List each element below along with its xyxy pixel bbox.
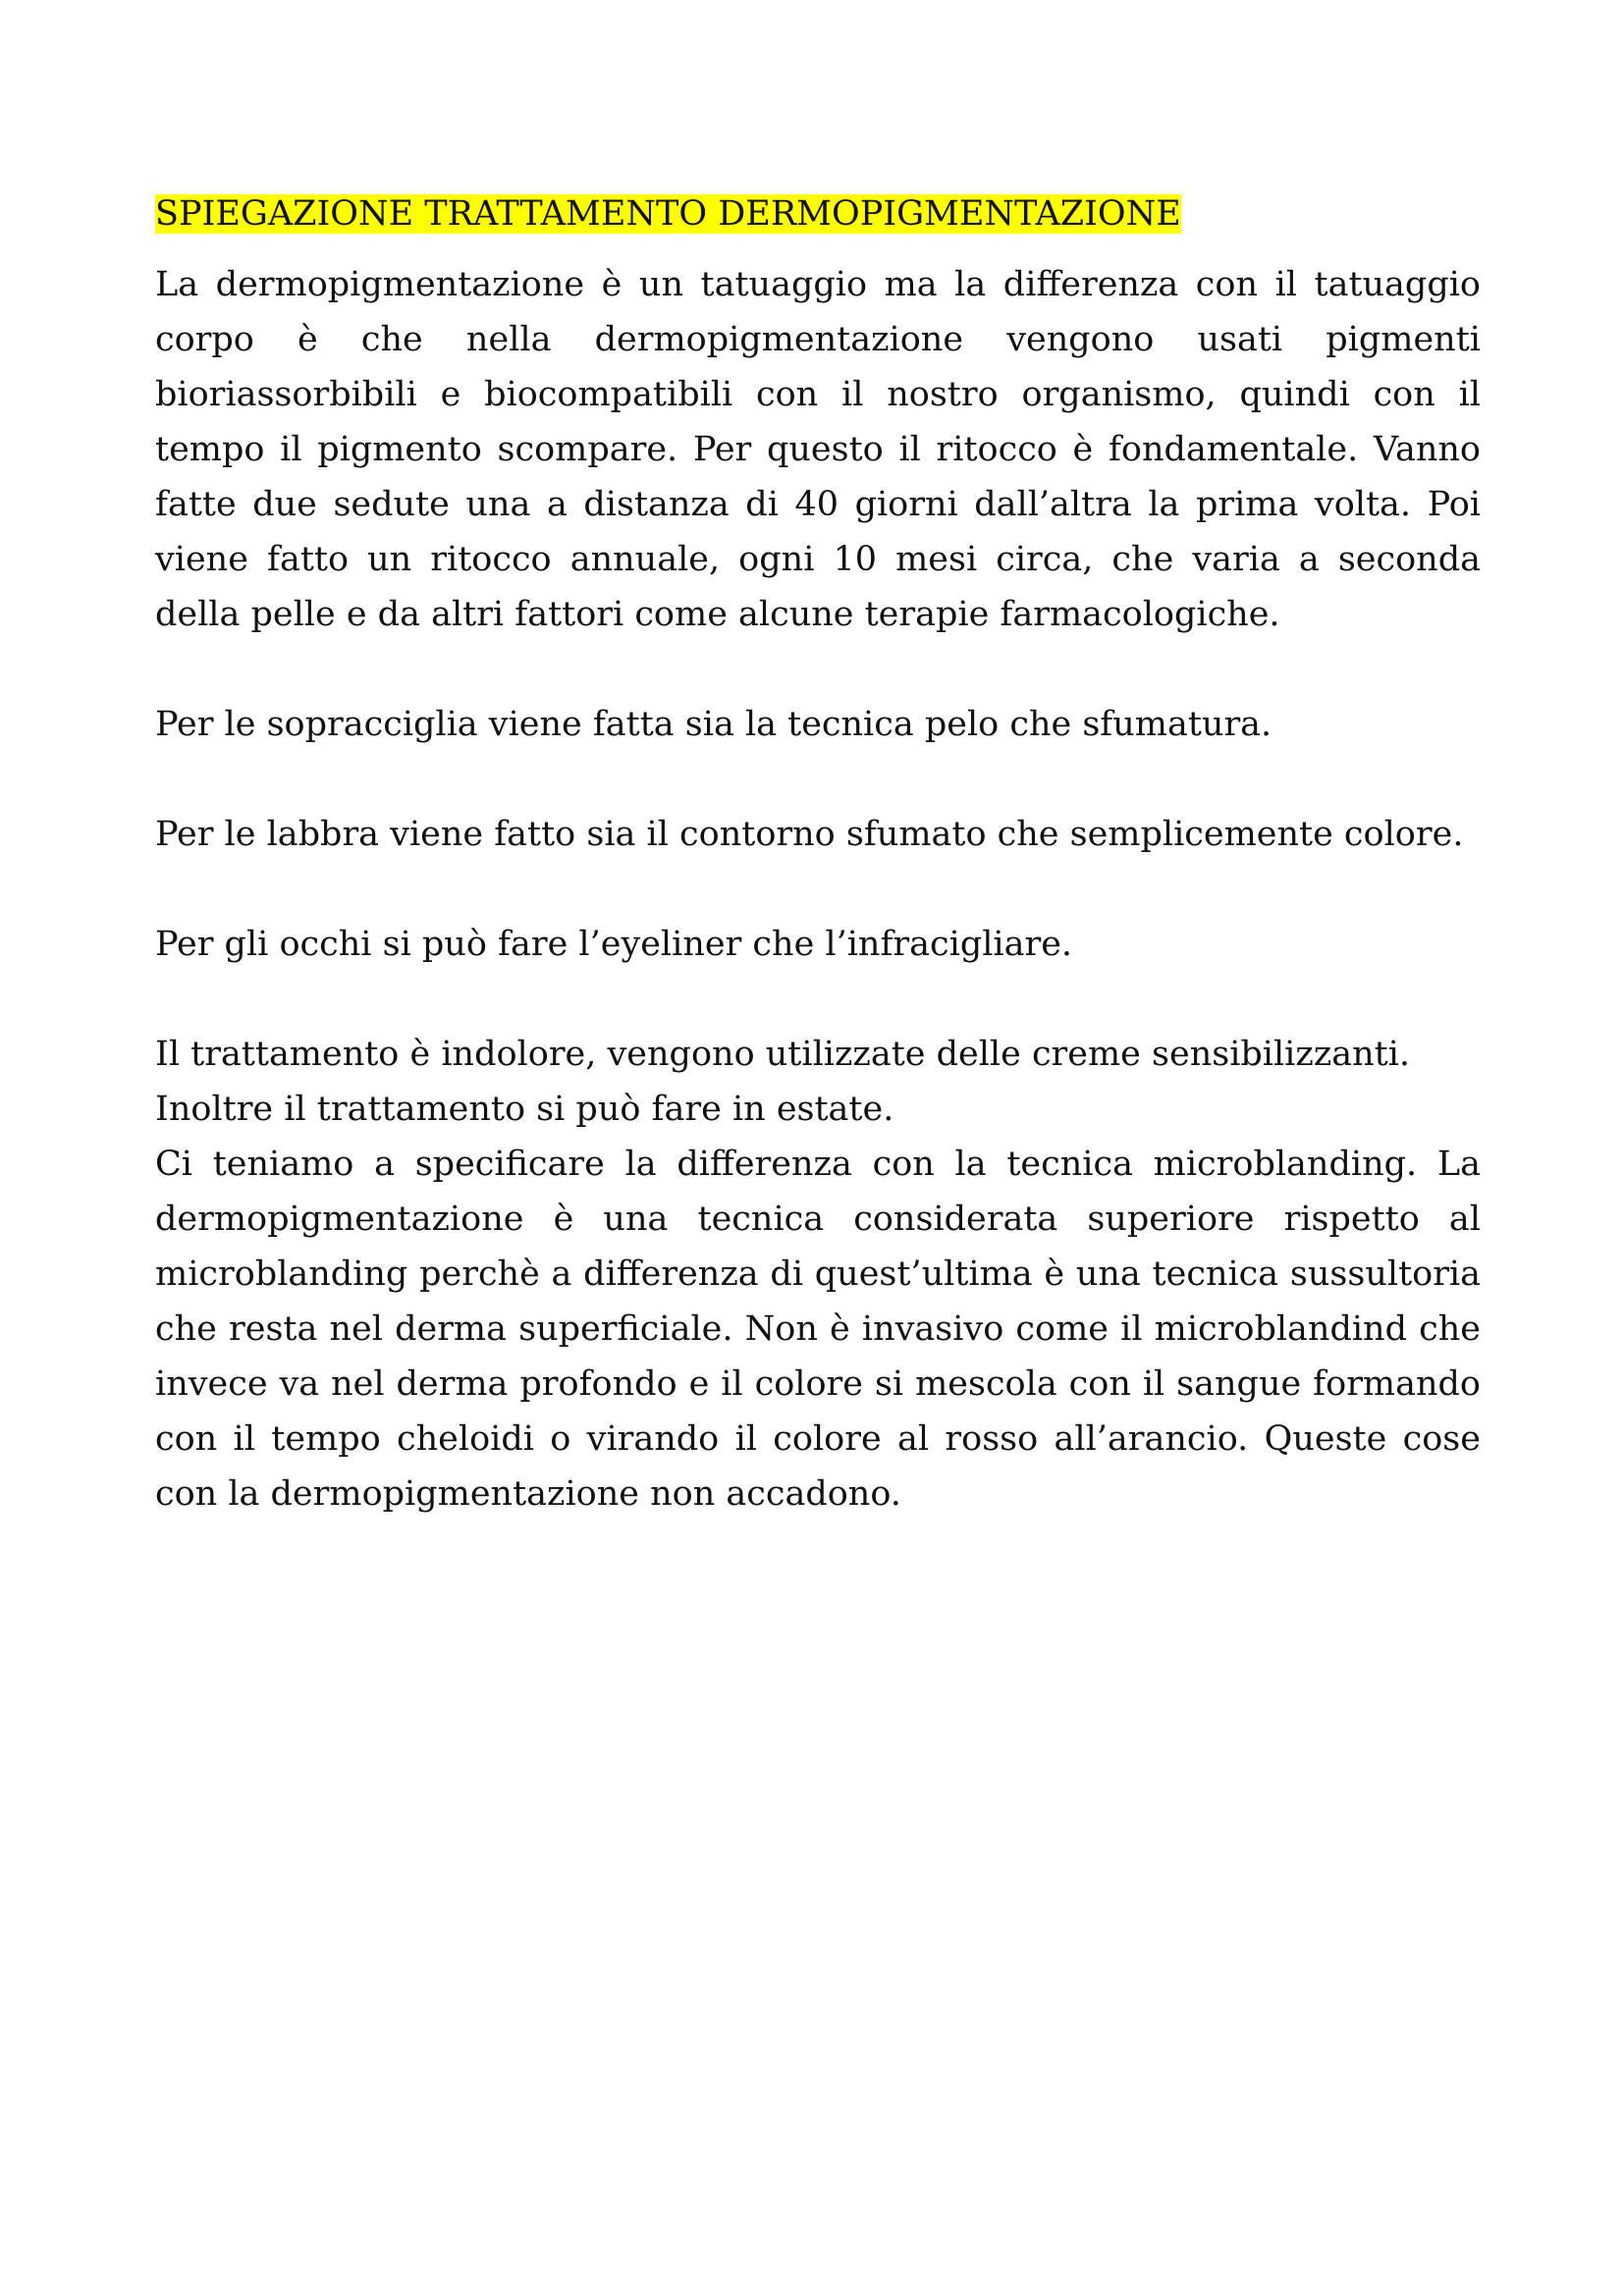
spacer <box>155 972 1481 1027</box>
summer-paragraph: Inoltre il trattamento si può fare in estate. <box>155 1090 894 1129</box>
highlighted-title-text: SPIEGAZIONE TRATTAMENTO DERMOPIGMENTAZIONE <box>155 194 1181 234</box>
eyes-paragraph: Per gli occhi si può fare l’eyeliner che l’infracigliare. <box>155 925 1073 964</box>
spacer <box>155 642 1481 697</box>
comparison-paragraph: Ci teniamo a specificare la differenza con la tecnica microblanding. La dermopigmentazione è una tecnica considerata superiore rispetto al microblanding perchè a differenza di quest’ultima è una tecnica sussultoria che resta nel derma superficiale. Non è invasivo come il microblandind che invece va nel derma profondo e il colore si mescola con il sangue formando con il tempo cheloidi o virando il colore al rosso all’arancio. Queste cose con la dermopigmentazione non accadono. <box>155 1145 1481 1514</box>
document-body <box>155 187 1481 1522</box>
eyebrows-paragraph: Per le sopracciglia viene fatta sia la tecnica pelo che sfumatura. <box>155 705 1272 744</box>
spacer <box>155 862 1481 917</box>
lips-paragraph: Per le labbra viene fatto sia il contorno sfumato che semplicemente colore. <box>155 815 1464 854</box>
intro-paragraph: La dermopigmentazione è un tatuaggio ma la differenza con il tatuaggio corpo è che nella dermopigmentazione vengono usati pigmenti bioriassorbibili e biocompatibili con il nostro organismo, quindi con il tempo il pigmento scompare. Per questo il ritocco è fondamentale. Vanno fatte due sedute una a distanza di 40 giorni dall’altra la prima volta. Poi viene fatto un ritocco annuale, ogni 10 mesi circa, che varia a seconda della pelle e da altri fattori come alcune terapie farmacologiche. <box>155 265 1481 634</box>
spacer <box>155 752 1481 807</box>
painless-paragraph: Il trattamento è indolore, vengono utilizzate delle creme sensibilizzanti. <box>155 1035 1411 1074</box>
document-title <box>155 187 1481 241</box>
